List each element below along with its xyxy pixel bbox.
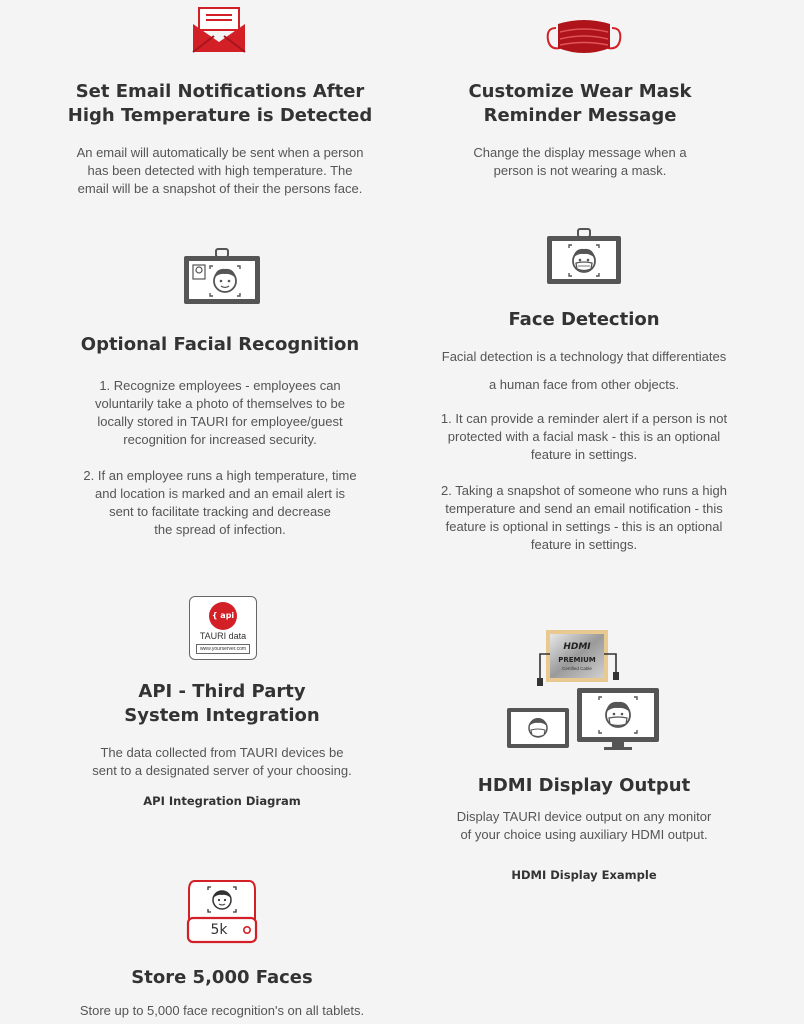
email-feature-title: Set Email Notifications After High Temperature is Detected [67, 81, 373, 126]
mask-feature [400, 80, 760, 180]
storage-capacity-badge: 5k [210, 922, 228, 938]
hdmi-feature [404, 774, 764, 882]
email-feature-description: An email will automatically be sent when a person has been detected with high temperature. The email will be a snapshot of their the persons face. [76, 145, 364, 196]
storage-face-icon [185, 878, 259, 944]
facial-recognition-title: Optional Facial Recognition [80, 334, 360, 355]
tablet-id-face-icon [182, 248, 262, 308]
face-detection-intro-2: a human face from other objects. [488, 377, 680, 392]
api-feature [42, 680, 402, 808]
envelope-icon [190, 6, 248, 54]
face-detection-point-2: 2. Taking a snapshot of someone who runs a high temperature and send an email notification - this feature is optional in settings - this is an optional feature in settings. [441, 483, 727, 552]
hdmi-cable-brand: HDMI [563, 642, 591, 652]
facial-recognition-point-1: 1. Recognize employees - employees can voluntarily take a photo of themselves to be locally stored in TAURI for employee/guest recognition for increased security. [94, 378, 346, 447]
api-server-icon [189, 596, 257, 660]
api-feature-title: API - Third Party System Integration [124, 681, 320, 726]
store-feature-description: Store up to 5,000 face recognition's on all tablets. [79, 1003, 365, 1018]
store-feature-title: Store 5,000 Faces [131, 967, 313, 988]
hdmi-monitors-icon [506, 628, 662, 752]
hdmi-cable-tier: PREMIUM [558, 656, 596, 664]
api-icon-url: www.yourserver.com [196, 644, 250, 654]
face-detection-title: Face Detection [508, 309, 660, 330]
hdmi-feature-title: HDMI Display Output [477, 775, 691, 796]
store-feature [40, 966, 404, 1020]
face-detection-feature [404, 308, 764, 554]
tablet-masked-face-icon [545, 228, 623, 288]
facial-recognition-feature [40, 333, 400, 539]
api-feature-description: The data collected from TAURI devices be sent to a designated server of your choosing. [92, 745, 352, 778]
mask-feature-title: Customize Wear Mask Reminder Message [468, 81, 692, 126]
face-mask-icon [546, 18, 622, 58]
facial-recognition-point-2: 2. If an employee runs a high temperature, time and location is marked and an email alert is sent to facilitate tracking and decrease the spread of infection. [83, 468, 357, 537]
hdmi-feature-description: Display TAURI device output on any monitor of your choice using auxiliary HDMI output. [456, 809, 712, 842]
hdmi-display-example-link[interactable]: HDMI Display Example [511, 868, 657, 882]
api-icon-label: TAURI data [199, 631, 247, 641]
mask-feature-description: Change the display message when a person is not wearing a mask. [473, 145, 687, 178]
email-feature [40, 80, 400, 198]
face-detection-point-1: 1. It can provide a reminder alert if a person is not protected with a facial mask - this is an optional feature in settings. [440, 411, 728, 462]
api-integration-diagram-link[interactable]: API Integration Diagram [143, 794, 301, 808]
face-detection-intro-1: Facial detection is a technology that differentiates [441, 349, 727, 364]
api-badge: { api } [209, 602, 237, 630]
hdmi-cable-cert: Certified Cable [562, 666, 592, 671]
